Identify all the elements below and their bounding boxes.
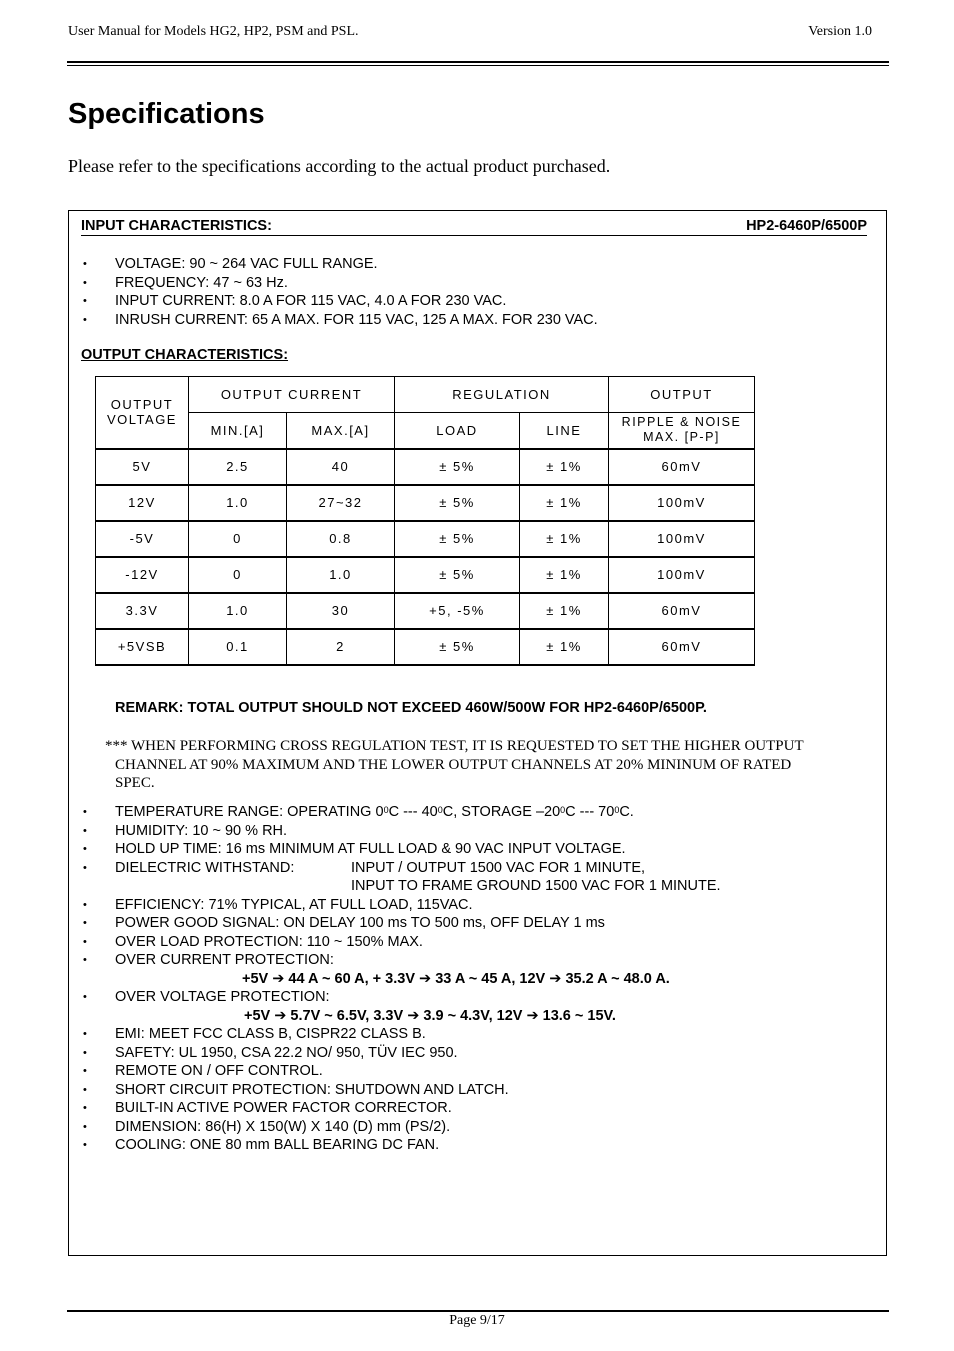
arrow-icon: ➔: [549, 970, 562, 987]
input-heading-row: [81, 218, 867, 236]
list-item: • VOLTAGE: 90 ~ 264 VAC FULL RANGE.: [81, 255, 598, 274]
list-item: • HOLD UP TIME: 16 ms MINIMUM AT FULL LOAD & 90 VAC INPUT VOLTAGE.: [81, 840, 634, 859]
header-output-current: OUTPUT CURRENT: [189, 377, 395, 413]
note-line: CHANNEL AT 90% MAXIMUM AND THE LOWER OUTPUT CHANNELS AT 20% MININUM OF RATED: [115, 756, 792, 773]
header-output: OUTPUT: [609, 377, 755, 413]
list-item: • EMI: MEET FCC CLASS B, CISPR22 CLASS B.: [81, 1025, 634, 1044]
cross-regulation-note: [105, 737, 865, 793]
cell-max: 2: [287, 629, 395, 665]
list-item: • HUMIDITY: 10 ~ 90 % RH.: [81, 822, 634, 841]
cell-line: ± 1%: [520, 485, 609, 521]
cell-min: 0: [189, 521, 287, 557]
header-line: LINE: [520, 413, 609, 449]
cell-load: ± 5%: [395, 449, 520, 485]
header-min: MIN.[A]: [189, 413, 287, 449]
list-item-ovp: • OVER VOLTAGE PROTECTION: +5V ➔ 5.7V ~ 6.5V, 3.3V ➔ 3.9 ~ 4.3V, 12V ➔ 13.6 ~ 15V.: [81, 988, 634, 1025]
header-ripple: RIPPLE & NOISE MAX. [P-P]: [609, 413, 755, 449]
cell-voltage: 3.3V: [96, 593, 189, 629]
cell-max: 40: [287, 449, 395, 485]
cell-voltage: -5V: [96, 521, 189, 557]
cell-load: ± 5%: [395, 629, 520, 665]
cell-ripple: 60mV: [609, 449, 755, 485]
cell-min: 1.0: [189, 593, 287, 629]
list-item: • REMOTE ON / OFF CONTROL.: [81, 1062, 634, 1081]
list-item: • INPUT CURRENT: 8.0 A FOR 115 VAC, 4.0 A FOR 230 VAC.: [81, 292, 598, 311]
list-item-temperature: • TEMPERATURE RANGE: OPERATING $0^0C$ --- $40^0C$, STORAGE $-20^0C$ --- $70^0C$.: [81, 803, 634, 822]
cell-line: ± 1%: [520, 593, 609, 629]
cell-min: 0.1: [189, 629, 287, 665]
model-number: HP2-6460P/6500P: [746, 218, 867, 234]
input-list: [81, 255, 598, 329]
page-title: Specifications: [68, 98, 265, 130]
cell-line: ± 1%: [520, 629, 609, 665]
cell-load: ± 5%: [395, 485, 520, 521]
header-regulation: REGULATION: [395, 377, 609, 413]
cell-load: ± 5%: [395, 521, 520, 557]
list-item: • DIMENSION: 86(H) X 150(W) X 140 (D) mm (PS/2).: [81, 1118, 634, 1137]
running-header-version: Version 1.0: [808, 24, 872, 39]
list-item: • OVER LOAD PROTECTION: 110 ~ 150% MAX.: [81, 933, 634, 952]
list-item: • POWER GOOD SIGNAL: ON DELAY 100 ms TO 500 ms, OFF DELAY 1 ms: [81, 914, 634, 933]
cell-min: 2.5: [189, 449, 287, 485]
cell-line: ± 1%: [520, 557, 609, 593]
cell-min: 0: [189, 557, 287, 593]
table-row: [96, 593, 755, 629]
list-item: • INRUSH CURRENT: 65 A MAX. FOR 115 VAC, 125 A MAX. FOR 230 VAC.: [81, 311, 598, 330]
remark: REMARK: TOTAL OUTPUT SHOULD NOT EXCEED 460W/500W FOR HP2-6460P/6500P.: [115, 700, 707, 716]
cell-voltage: 12V: [96, 485, 189, 521]
list-item: • FREQUENCY: 47 ~ 63 Hz.: [81, 274, 598, 293]
list-item-dielectric: • DIELECTRIC WITHSTAND: INPUT / OUTPUT 1500 VAC FOR 1 MINUTE, INPUT TO FRAME GROUND 1500 VAC FOR 1 MINUTE.: [81, 859, 634, 896]
list-item: • EFFICIENCY: 71% TYPICAL, AT FULL LOAD, 115VAC.: [81, 896, 634, 915]
input-heading: INPUT CHARACTERISTICS:: [81, 218, 272, 234]
header-rule-thin: [67, 65, 889, 66]
table-row: [96, 485, 755, 521]
list-item: • COOLING: ONE 80 mm BALL BEARING DC FAN.: [81, 1136, 634, 1155]
header-max: MAX.[A]: [287, 413, 395, 449]
header-load: LOAD: [395, 413, 520, 449]
cell-ripple: 100mV: [609, 557, 755, 593]
cell-voltage: +5VSB: [96, 629, 189, 665]
table-row: [96, 521, 755, 557]
list-item: • BUILT-IN ACTIVE POWER FACTOR CORRECTOR.: [81, 1099, 634, 1118]
note-line: *** WHEN PERFORMING CROSS REGULATION TEST, IT IS REQUESTED TO SET THE HIGHER OUTPUT: [105, 738, 804, 754]
cell-max: 27~32: [287, 485, 395, 521]
output-heading: OUTPUT CHARACTERISTICS:: [81, 347, 289, 363]
cell-max: 30: [287, 593, 395, 629]
cell-max: 0.8: [287, 521, 395, 557]
spec-box: [68, 210, 887, 1256]
cell-min: 1.0: [189, 485, 287, 521]
cell-line: ± 1%: [520, 521, 609, 557]
cell-ripple: 60mV: [609, 629, 755, 665]
cell-voltage: 5V: [96, 449, 189, 485]
list-item: • SAFETY: UL 1950, CSA 22.2 NO/ 950, TÜV IEC 950.: [81, 1044, 634, 1063]
intro-paragraph: Please refer to the specifications according to the actual product purchased.: [68, 156, 611, 176]
arrow-icon: ➔: [526, 1007, 539, 1024]
list-item-ocp: • OVER CURRENT PROTECTION: +5V ➔ 44 A ~ 60 A, + 3.3V ➔ 33 A ~ 45 A, 12V ➔ 35.2 A ~ 48.0 A.: [81, 951, 634, 988]
output-table: [95, 376, 755, 666]
page-number: Page 9/17: [449, 1313, 505, 1328]
cell-ripple: 100mV: [609, 485, 755, 521]
cell-load: ± 5%: [395, 557, 520, 593]
table-row: [96, 449, 755, 485]
cell-voltage: -12V: [96, 557, 189, 593]
spec-list: [81, 803, 721, 1155]
arrow-icon: ➔: [419, 970, 432, 987]
list-item: • SHORT CIRCUIT PROTECTION: SHUTDOWN AND LATCH.: [81, 1081, 634, 1100]
table-row: [96, 629, 755, 665]
running-header-title: User Manual for Models HG2, HP2, PSM and PSL.: [68, 24, 359, 39]
header-rule: [67, 61, 889, 63]
cell-line: ± 1%: [520, 449, 609, 485]
cell-max: 1.0: [287, 557, 395, 593]
arrow-icon: ➔: [274, 1007, 287, 1024]
table-row: [96, 557, 755, 593]
arrow-icon: ➔: [407, 1007, 420, 1024]
cell-load: +5, -5%: [395, 593, 520, 629]
note-line: SPEC.: [115, 775, 155, 791]
footer-rule: [67, 1310, 889, 1312]
header-output-voltage: OUTPUT VOLTAGE: [96, 377, 189, 449]
cell-ripple: 100mV: [609, 521, 755, 557]
cell-ripple: 60mV: [609, 593, 755, 629]
arrow-icon: ➔: [272, 970, 285, 987]
